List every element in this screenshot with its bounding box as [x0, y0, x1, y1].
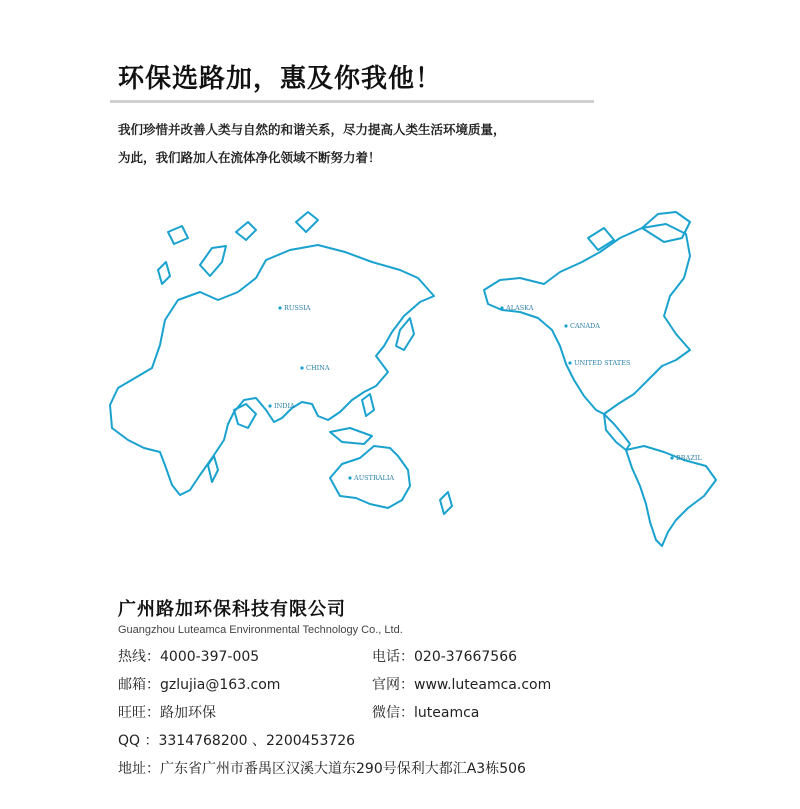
- company-block: [118, 595, 403, 636]
- contact-row-5: [118, 758, 718, 786]
- arctic-island-1: [236, 222, 256, 240]
- arctic-island-2: [296, 212, 318, 232]
- contact-row-1: [118, 646, 718, 674]
- iceland-outline: [168, 226, 188, 244]
- contact-row-4: [118, 730, 718, 758]
- eurasia-africa-outline: [110, 245, 434, 495]
- british-isles-outline: [158, 262, 170, 284]
- scandinavia-outline: [200, 246, 226, 276]
- phone-text: 电话：020-37667566: [372, 649, 518, 665]
- arabia-outline: [234, 404, 256, 428]
- north-america-outline: [484, 224, 690, 414]
- contact-row-3: [118, 702, 718, 730]
- indonesia-outline: [330, 428, 372, 444]
- website-text: 官网：www.luteamca.com: [372, 677, 552, 693]
- wangwang-text: 旺旺：路加环保: [118, 705, 216, 721]
- label-brazil: BRAZIL: [676, 454, 702, 462]
- address-text: 地址：广东省广州市番禺区汉溪大道东290号保利大都汇A3栋506: [118, 761, 526, 777]
- hotline-text: 热线：4000-397-005: [118, 649, 260, 665]
- world-map: [0, 200, 800, 560]
- philippines-outline: [362, 394, 374, 416]
- contact-info: [118, 646, 718, 786]
- qq-text: QQ ：3314768200 、2200453726: [118, 733, 356, 749]
- label-united-states: UNITED STATES: [574, 359, 631, 367]
- label-russia: RUSSIA: [284, 304, 311, 312]
- intro-text: [118, 116, 618, 172]
- label-canada: CANADA: [570, 322, 600, 330]
- central-america-outline: [604, 414, 630, 450]
- label-china: CHINA: [306, 364, 330, 372]
- label-alaska: ALASKA: [506, 304, 534, 312]
- new-zealand-outline: [440, 492, 452, 514]
- headline-divider: [110, 100, 594, 103]
- company-name-en: Guangzhou Luteamca Environmental Technology Co., Ltd.: [118, 624, 403, 636]
- intro-line-2: 为此，我们路加人在流体净化领域不断努力着！: [118, 150, 381, 165]
- page-headline: 环保选路加，惠及你我他！: [118, 64, 443, 94]
- company-name-cn: 广州路加环保科技有限公司: [118, 599, 346, 620]
- label-australia: AUSTRALIA: [354, 474, 395, 482]
- email-text: 邮箱：gzlujia@163.com: [118, 677, 281, 693]
- intro-line-1: 我们珍惜并改善人类与自然的和谐关系，尽力提高人类生活环境质量，: [118, 122, 506, 137]
- contact-row-2: [118, 674, 718, 702]
- label-india: INDIA: [274, 402, 295, 410]
- wechat-text: 微信：luteamca: [372, 705, 480, 721]
- south-america-outline: [626, 446, 716, 546]
- canadian-arctic-island: [588, 228, 614, 250]
